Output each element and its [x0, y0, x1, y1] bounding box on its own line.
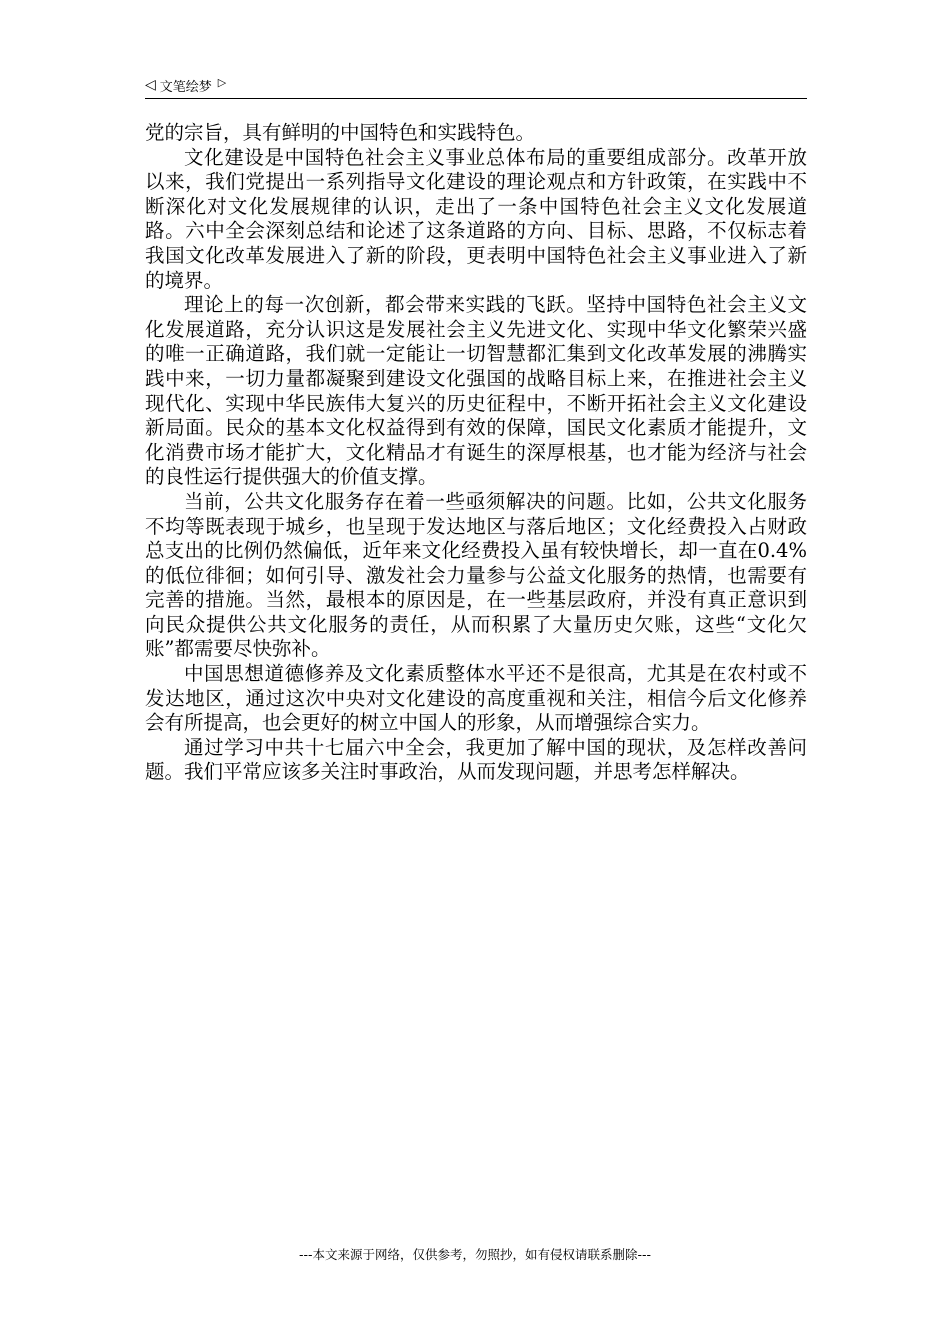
document-body — [145, 121, 807, 785]
triangle-left-icon: ◁ — [145, 77, 156, 93]
paragraph: 党的宗旨，具有鲜明的中国特色和实践特色。 — [145, 121, 536, 144]
page-header — [145, 72, 807, 99]
paragraph: 中国思想道德修养及文化素质整体水平还不是很高，尤其是在农村或不发达地区，通过这次中央对文化建设的高度重视和关注，相信今后文化修养会有所提高，也会更好的树立中国人的形象，从而增强综合实力。 — [145, 662, 807, 735]
paragraph: 理论上的每一次创新，都会带来实践的飞跃。坚持中国特色社会主义文化发展道路，充分认识这是发展社会主义先进文化、实现中华文化繁荣兴盛的唯一正确道路，我们就一定能让一切智慧都汇集到文化改革发展的沸腾实践中来，一切力量都凝聚到建设文化强国的战略目标上来，在推进社会主义现代化、实现中华民族伟大复兴的历史征程中，不断开拓社会主义文化建设新局面。民众的基本文化权益得到有效的保障，国民文化素质才能提升，文化消费市场才能扩大，文化精品才有诞生的深厚根基，也才能为经济与社会的良性运行提供强大的价值支撑。 — [145, 293, 807, 489]
paragraph: 通过学习中共十七届六中全会，我更加了解中国的现状，及怎样改善问题。我们平常应该多关注时事政治，从而发现问题，并思考怎样解决。 — [145, 735, 807, 784]
page-footer: ---本文来源于网络，仅供参考，勿照抄，如有侵权请联系删除--- — [298, 1247, 652, 1262]
paragraph: 当前，公共文化服务存在着一些亟须解决的问题。比如，公共文化服务不均等既表现于城乡，也呈现于发达地区与落后地区；文化经费投入占财政总支出的比例仍然偏低，近年来文化经费投入虽有较快增长，却一直在0.4%的低位徘徊；如何引导、激发社会力量参与公益文化服务的热情，也需要有完善的措施。当然，最根本的原因是，在一些基层政府，并没有真正意识到向民众提供公共文化服务的责任，从而积累了大量历史欠账，这些“文化欠账”都需要尽快弥补。 — [145, 489, 807, 661]
paragraph: 文化建设是中国特色社会主义事业总体布局的重要组成部分。改革开放以来，我们党提出一系列指导文化建设的理论观点和方针政策，在实践中不断深化对文化发展规律的认识，走出了一条中国特色社会主义文化发展道路。六中全会深刻总结和论述了这条道路的方向、目标、思路，不仅标志着我国文化改革发展进入了新的阶段，更表明中国特色社会主义事业进入了新的境界。 — [145, 145, 807, 292]
triangle-right-icon: ▷ — [217, 75, 227, 89]
header-brand: 文笔绘梦 — [159, 79, 212, 95]
